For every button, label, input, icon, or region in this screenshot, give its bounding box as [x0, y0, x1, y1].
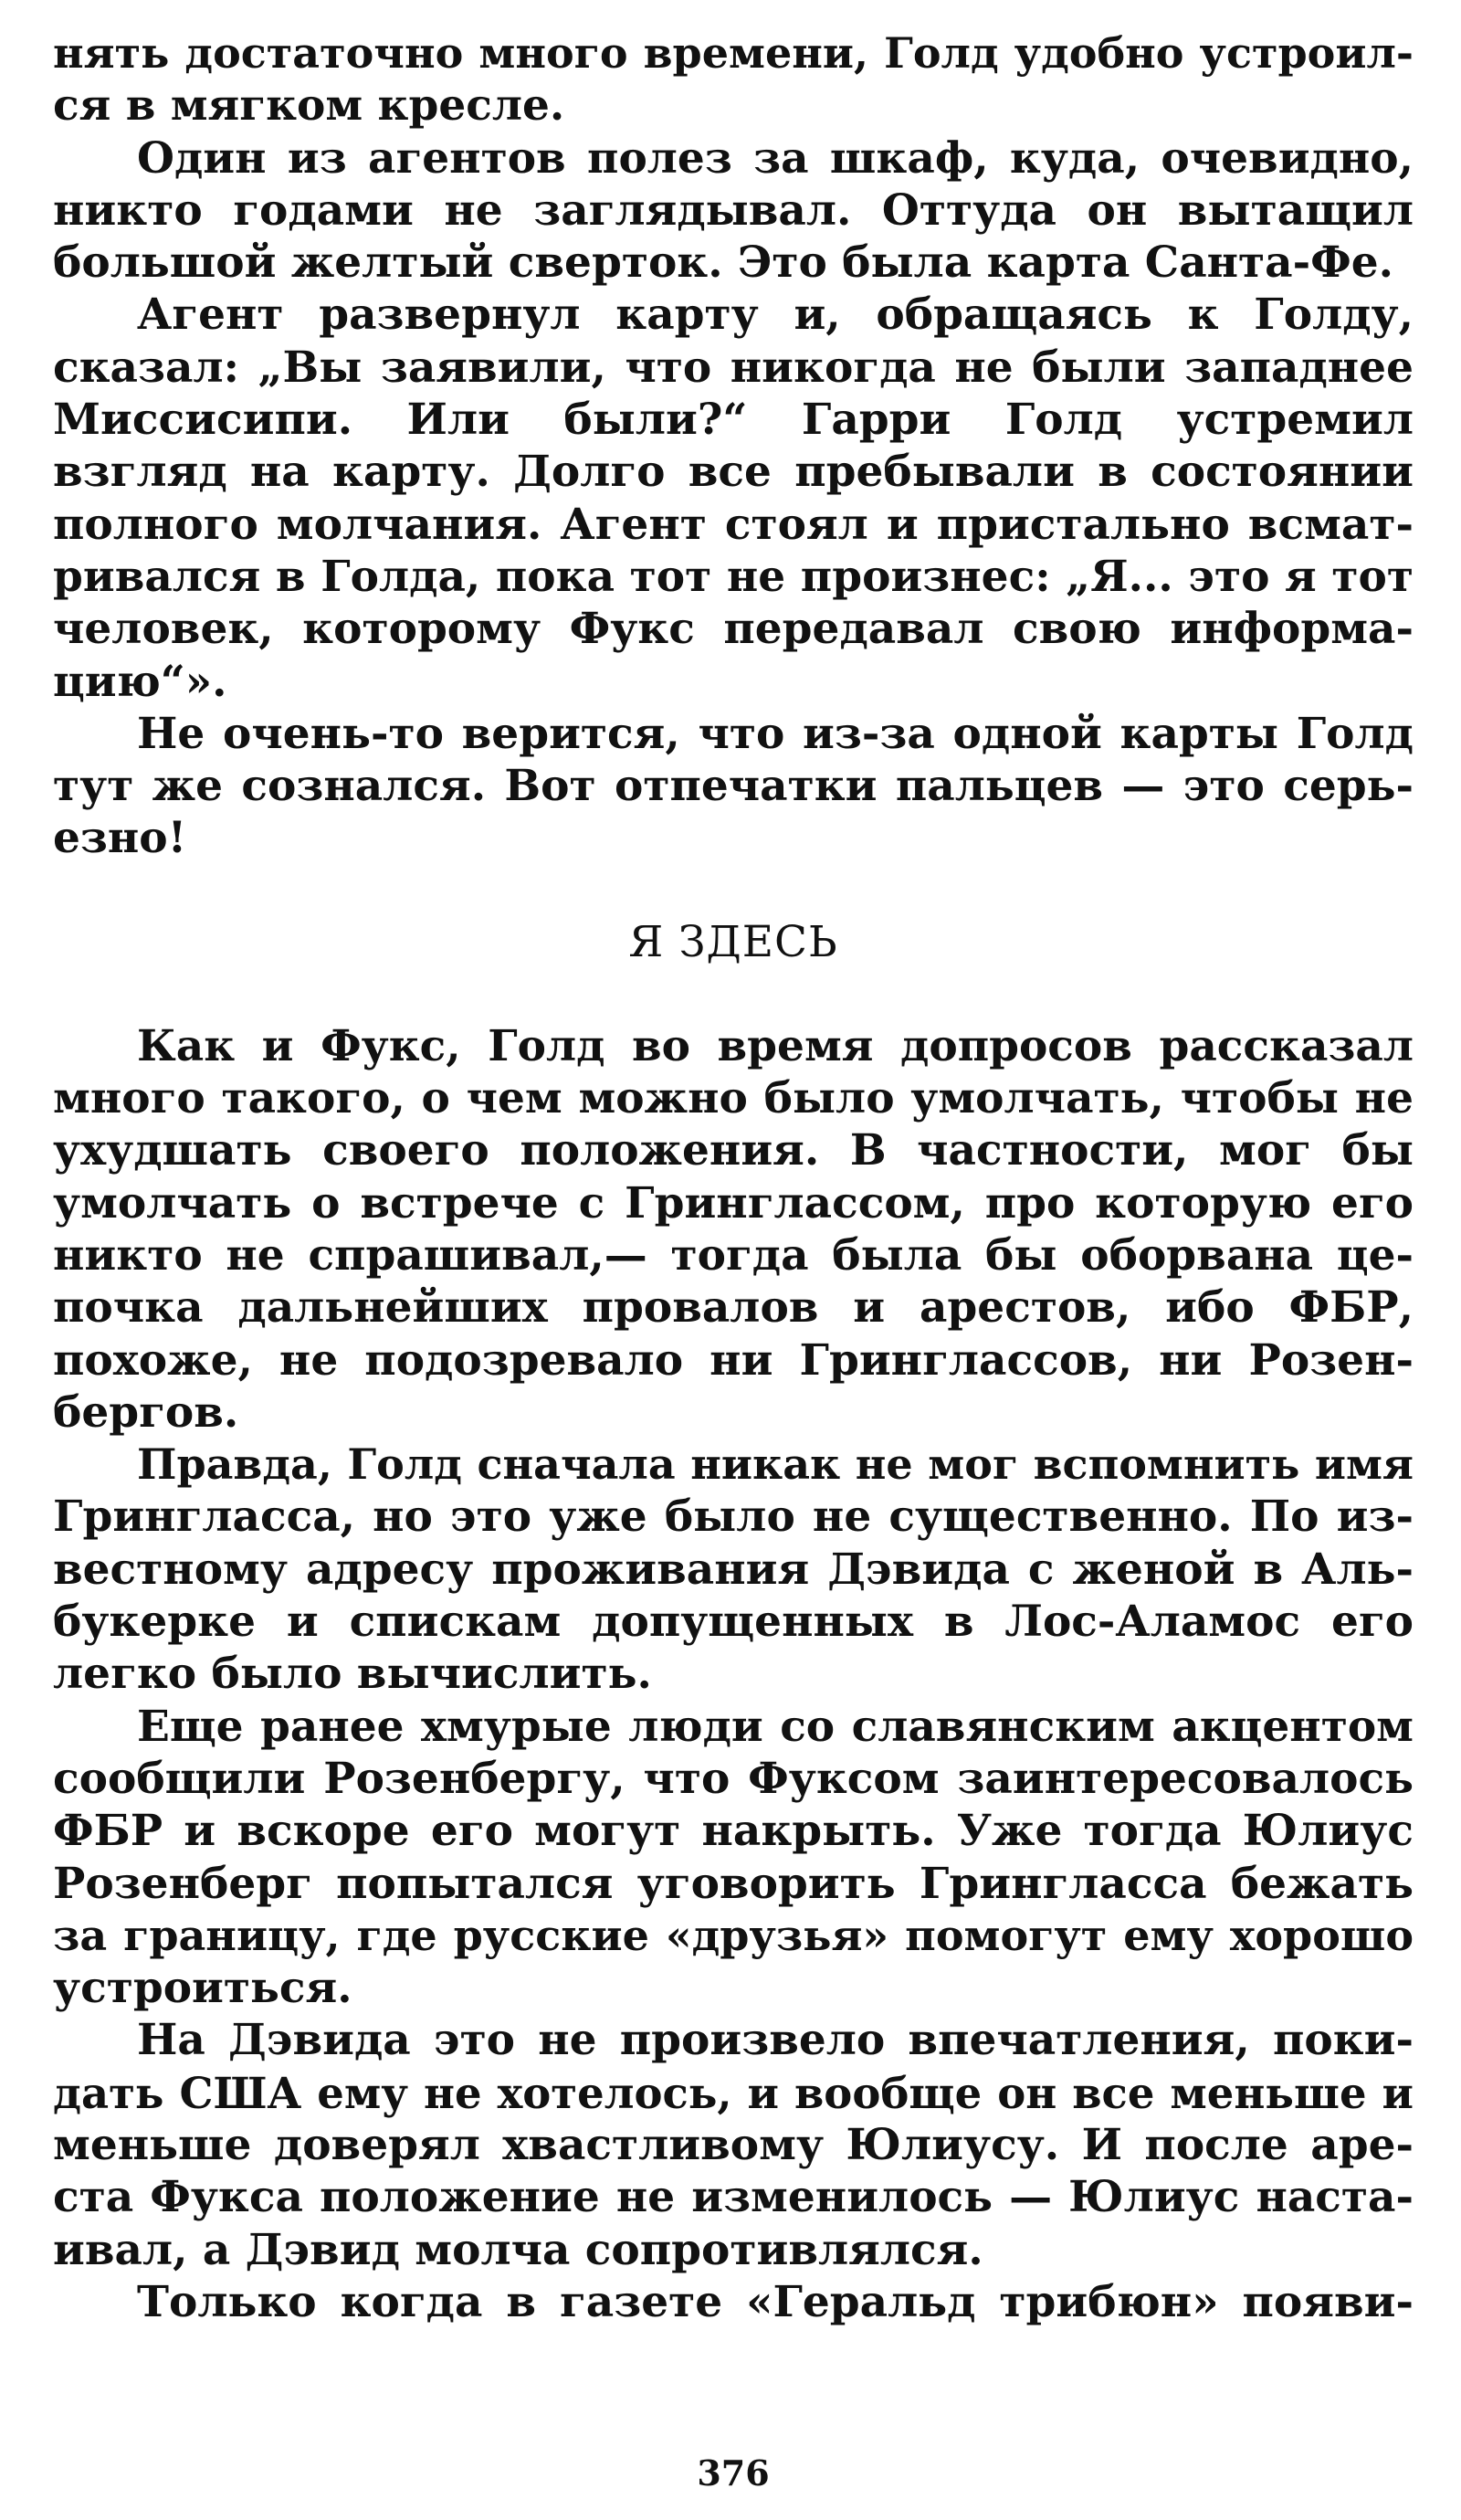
text-line: меньше доверял хвастливому Юлиусу. И после аре-: [53, 2119, 1414, 2170]
text-line: за границу, где русские «друзья» помогут ему хорошо: [53, 1910, 1414, 1960]
text-line: Правда, Голд сначала никак не мог вспомнить имя: [137, 1439, 1414, 1490]
text-line: Как и Фукс, Голд во время допросов рассказал: [137, 1020, 1414, 1071]
section-heading: Я ЗДЕСЬ: [628, 916, 838, 967]
text-line: устроиться.: [53, 1963, 352, 2014]
text-line: умолчать о встрече с Гринглассом, про которую его: [53, 1177, 1414, 1228]
text-line: взгляд на карту. Долго все пребывали в состоянии: [53, 447, 1414, 498]
text-line: Розенберг попытался уговорить Грингласса бежать: [53, 1858, 1414, 1909]
text-line: ривался в Голда, пока тот не произнес: „Я... это я тот: [53, 551, 1414, 602]
text-line: езно!: [53, 813, 187, 864]
text-line: тут же сознался. Вот отпечатки пальцев — это серь-: [53, 761, 1414, 812]
text-line: Только когда в газете «Геральд трибюн» появи-: [137, 2276, 1414, 2327]
text-line: большой желтый сверток. Это была карта Санта-Фе.: [53, 237, 1393, 289]
text-line: никто не спрашивал,— тогда была бы оборвана це-: [53, 1229, 1414, 1281]
text-line: ивал, а Дэвид молча сопротивлялся.: [53, 2224, 983, 2275]
page-number: 376: [697, 2452, 770, 2494]
text-line: никто годами не заглядывал. Оттуда он вытащил: [53, 185, 1414, 236]
text-line: полного молчания. Агент стоял и пристально всмат-: [53, 499, 1414, 550]
text-line: На Дэвида это не произвело впечатления, поки-: [137, 2015, 1414, 2066]
text-line: ФБР и вскоре его могут накрыть. Уже тогда Юлиус: [53, 1806, 1414, 1857]
text-line: человек, которому Фукс передавал свою информа-: [53, 604, 1414, 655]
text-line: ухудшать своего положения. В частности, мог бы: [53, 1125, 1414, 1176]
text-line: сказал: „Вы заявили, что никогда не были западнее: [53, 342, 1414, 393]
text-line: нять достаточно много времени, Голд удобно устроил-: [53, 28, 1414, 78]
text-line: похоже, не подозревало ни Гринглассов, ни Розен-: [53, 1334, 1414, 1386]
text-line: дать США ему не хотелось, и вообще он все меньше и: [53, 2067, 1414, 2118]
text-line: букерке и спискам допущенных в Лос-Аламос его: [53, 1597, 1414, 1648]
text-line: Не очень-то верится, что из-за одной карты Голд: [137, 708, 1414, 759]
text-line: много такого, о чем можно было умолчать, чтобы не: [53, 1073, 1414, 1124]
text-block-before-heading: [53, 27, 1414, 865]
text-line: Миссисипи. Или были?“ Гарри Голд устремил: [53, 395, 1414, 446]
book-page: [53, 27, 1414, 2494]
text-block-after-heading: [53, 1020, 1414, 2328]
text-line: цию“».: [53, 656, 227, 707]
text-line: Агент развернул карту и, обращаясь к Голду,: [137, 290, 1414, 341]
text-line: Один из агентов полез за шкаф, куда, очевидно,: [137, 132, 1414, 184]
text-line: бергов.: [53, 1387, 239, 1438]
text-line: сообщили Розенбергу, что Фуксом заинтересовалось: [53, 1753, 1414, 1804]
text-line: легко было вычислить.: [53, 1649, 652, 1700]
text-line: ста Фукса положение не изменилось — Юлиус наста-: [53, 2172, 1414, 2223]
text-line: Грингласса, но это уже было не существенно. По из-: [53, 1492, 1414, 1543]
text-line: Еще ранее хмурые люди со славянским акцентом: [137, 1701, 1414, 1752]
text-line: ся в мягком кресле.: [53, 80, 565, 132]
text-line: почка дальнейших провалов и арестов, ибо ФБР,: [53, 1282, 1414, 1334]
text-line: вестному адресу проживания Дэвида с женой в Аль-: [53, 1544, 1414, 1595]
